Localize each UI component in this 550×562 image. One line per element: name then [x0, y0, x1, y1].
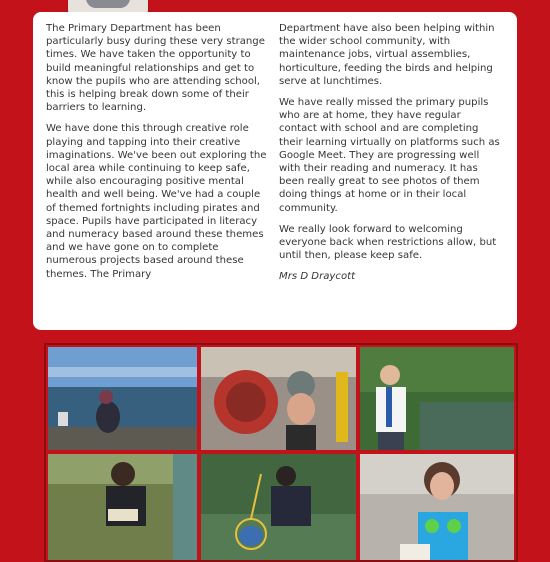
article-paragraph: We really look forward to welcoming everyone back when restrictions allow, but until then, please keep safe. — [279, 223, 497, 262]
article-left-column — [46, 22, 268, 289]
author-signature: Mrs D Draycott — [279, 271, 356, 283]
article-paragraph: Department have also been helping within the wider school community, with maintenance jobs, virtual assemblies, horticulture, feeding the birds and helping serve at lunchtimes. — [279, 23, 495, 87]
photo-grid — [44, 343, 518, 562]
article-panel — [33, 12, 517, 330]
article-paragraph: We have done this through creative role playing and tapping into their creative imaginations. We've been out exploring the local area while continuing to keep safe, while also encouraging positive mental health and well being. We've had a couple of themed fortnights including pirates and space. Pupils have participated in literacy and numeracy based around these themes and we have gone on to complete numerous projects based around these themes. The Primary — [46, 123, 267, 280]
article-right-column — [279, 22, 501, 292]
photo-pupil-pirate-shield — [201, 347, 356, 450]
photo-pupil-on-grass — [48, 454, 197, 560]
article-paragraph: The Primary Department has been particularly busy during these very strange times. We have taken the opportunity to build meaningful relationships and get to know the pupils who are attending school, this is helping break down some of their barriers to learning. — [46, 23, 265, 114]
photo-pupil-by-river — [360, 347, 514, 450]
article-paragraph: We have really missed the primary pupils who are at home, they have regular contact with school and are completing their learning virtually on platforms such as Google Meet. They are progressing well with their reading and numeracy. It has been really great to see photos of them doing things at home or in their local community. — [279, 97, 500, 214]
photo-pupil-with-net — [201, 454, 356, 560]
photo-pupil-by-sea — [48, 347, 197, 450]
photo-pupil-with-mask-craft — [360, 454, 514, 560]
